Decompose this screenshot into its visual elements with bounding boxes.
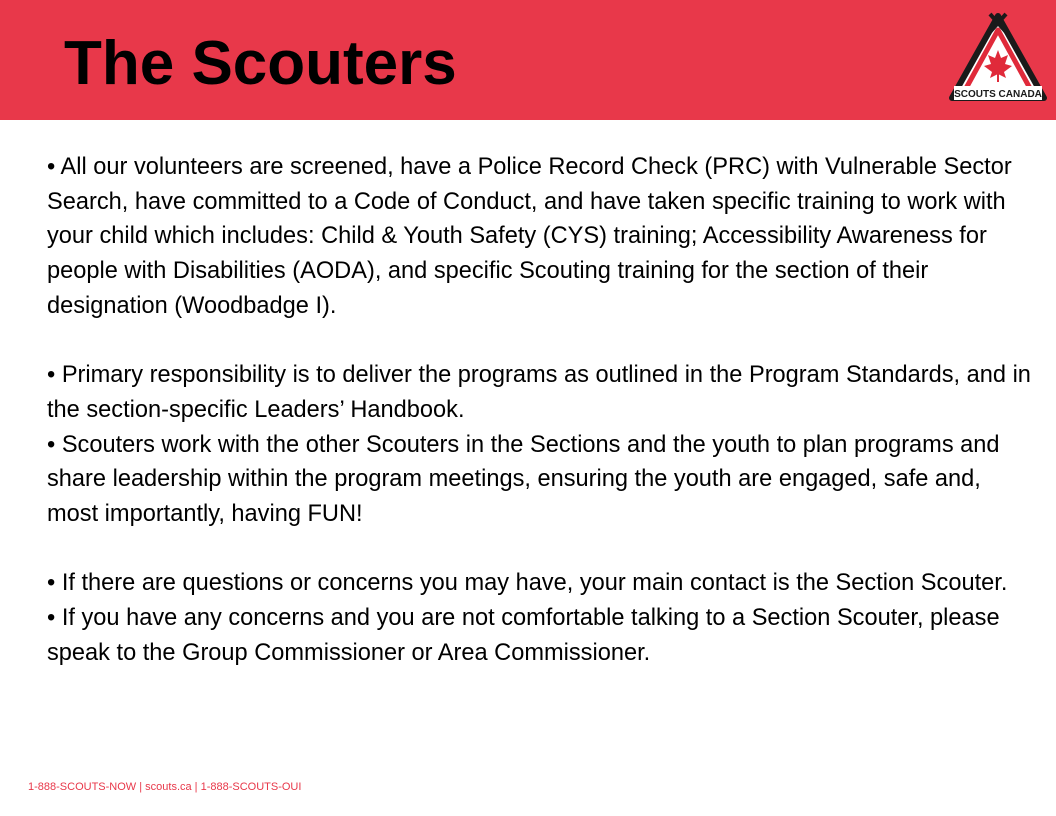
bullet-main-contact: • If there are questions or concerns you may have, your main contact is the Section Scouter. bbox=[47, 570, 1008, 597]
footer-contact: 1-888-SCOUTS-NOW | scouts.ca | 1-888-SCOUTS-OUI bbox=[28, 781, 302, 793]
bullet-volunteers-screened: • All our volunteers are screened, have a Police Record Check (PRC) with Vulnerable Sector Search, have committed to a Code of Conduct, and have taken specific training to work with your child which includes: Child & Youth Safety (CYS) training; Accessibility Awareness for people with Disabilities (AODA), and specific Scouting training for the section of their designation (Woodbadge I). bbox=[47, 154, 1012, 319]
logo-label: SCOUTS CANADA bbox=[954, 89, 1042, 100]
page-title: The Scouters bbox=[64, 29, 457, 98]
bullet-primary-responsibility: • Primary responsibility is to deliver the programs as outlined in the Program Standards, and in the section-specific Leaders’ Handbook. bbox=[47, 362, 1031, 423]
slide-body bbox=[47, 150, 1037, 671]
bullet-concerns: • If you have any concerns and you are not comfortable talking to a Section Scouter, please speak to the Group Commissioner or Area Commissioner. bbox=[47, 605, 1000, 666]
spacer bbox=[47, 324, 1037, 359]
spacer bbox=[47, 532, 1037, 567]
bullet-scouters-work: • Scouters work with the other Scouters in the Sections and the youth to plan programs and share leadership within the program meetings, ensuring the youth are engaged, safe and, most importantly, having FUN! bbox=[47, 431, 1000, 528]
scouts-canada-logo bbox=[946, 8, 1050, 112]
